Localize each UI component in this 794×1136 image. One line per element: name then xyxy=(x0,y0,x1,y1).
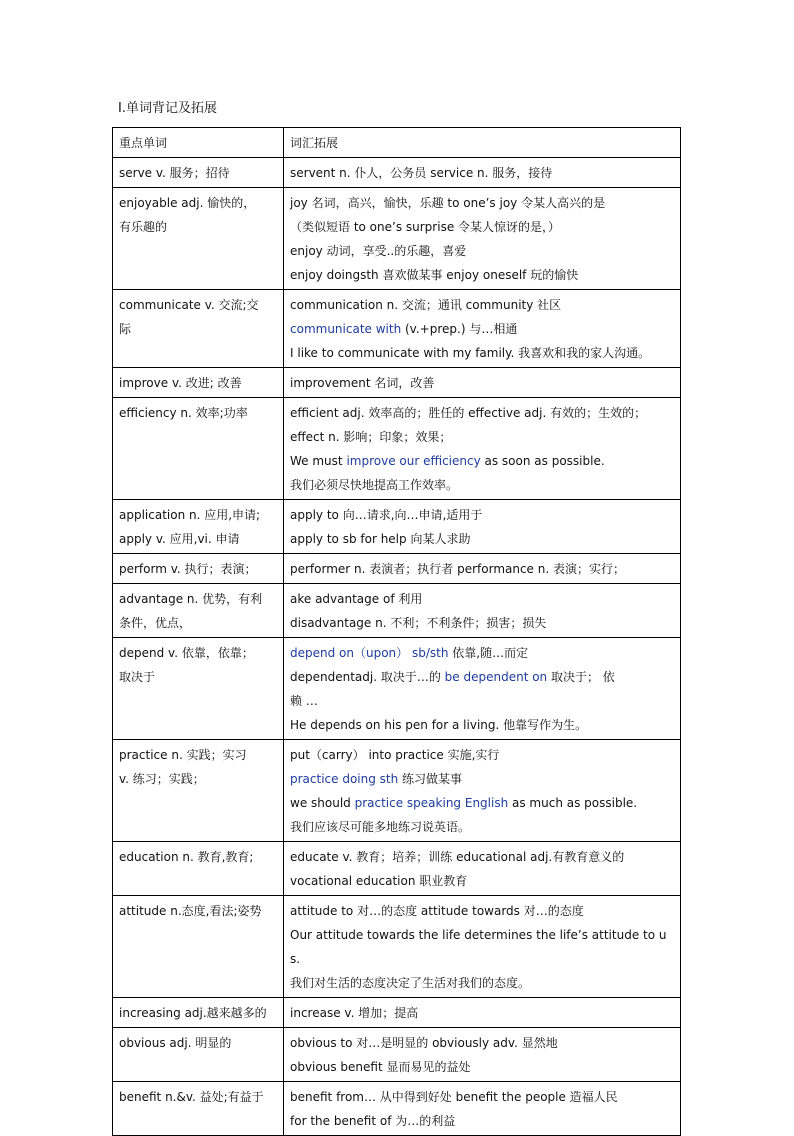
vocab-table xyxy=(112,127,681,1136)
expansion-line xyxy=(290,239,674,263)
table-row xyxy=(113,500,681,554)
expansion-line xyxy=(290,503,674,527)
expansion-text: He depends on his pen for a living. 他靠写作为生。 xyxy=(290,718,588,732)
expansion-text: as much as possible. xyxy=(508,796,638,810)
key-word-cell xyxy=(113,368,284,398)
expansion-text: educate v. 教育；培养；训练 educational adj.有教育意义的 xyxy=(290,850,625,864)
expansion-cell xyxy=(284,554,681,584)
key-word-line: 条件，优点， xyxy=(119,616,192,630)
table-row xyxy=(113,998,681,1028)
expansion-text: communication n. 交流；通讯 community 社区 xyxy=(290,298,562,312)
key-word-line: depend v. 依靠，依靠； xyxy=(119,646,254,660)
expansion-text: be dependent on xyxy=(444,670,548,684)
table-row xyxy=(113,638,681,740)
expansion-line xyxy=(290,293,674,317)
key-word-line: practice n. 实践；实习 xyxy=(119,748,247,762)
expansion-cell xyxy=(284,290,681,368)
expansion-line xyxy=(290,665,674,689)
key-word-line: 取决于 xyxy=(119,670,156,684)
key-word-line: efficiency n. 效率;功率 xyxy=(119,406,248,420)
expansion-line xyxy=(290,1001,674,1025)
key-word-cell xyxy=(113,290,284,368)
key-word-line: serve v. 服务；招待 xyxy=(119,166,230,180)
expansion-line xyxy=(290,473,674,497)
expansion-line xyxy=(290,971,674,995)
expansion-text: ake advantage of 利用 xyxy=(290,592,423,606)
expansion-cell xyxy=(284,158,681,188)
expansion-text: we should xyxy=(290,796,355,810)
key-word-cell xyxy=(113,998,284,1028)
key-word-cell xyxy=(113,500,284,554)
expansion-line xyxy=(290,557,674,581)
expansion-line xyxy=(290,1085,674,1109)
key-word-line: v. 练习；实践； xyxy=(119,772,205,786)
expansion-text: improvement 名词，改善 xyxy=(290,376,435,390)
table-row xyxy=(113,584,681,638)
key-word-cell xyxy=(113,638,284,740)
expansion-line xyxy=(290,191,674,215)
key-word-line: increasing adj.越来越多的 xyxy=(119,1006,267,1020)
key-word-line: improve v. 改进; 改善 xyxy=(119,376,242,390)
expansion-text: effect n. 影响；印象；效果； xyxy=(290,430,452,444)
expansion-line xyxy=(290,713,674,737)
key-word-line: 有乐趣的 xyxy=(119,220,168,234)
expansion-text: practice doing sth xyxy=(290,772,399,786)
key-word-cell xyxy=(113,398,284,500)
expansion-text: 我们应该尽可能多地练习说英语。 xyxy=(290,820,471,834)
key-word-cell xyxy=(113,896,284,998)
expansion-text: I like to communicate with my family. 我喜欢和我的家人沟通。 xyxy=(290,346,651,360)
expansion-line xyxy=(290,815,674,839)
key-word-cell xyxy=(113,1082,284,1136)
expansion-text: improve our efficiency xyxy=(346,454,481,468)
table-row xyxy=(113,740,681,842)
header-row xyxy=(113,128,681,158)
expansion-text: 我们必须尽快地提高工作效率。 xyxy=(290,478,459,492)
expansion-text: 练习做某事 xyxy=(398,772,463,786)
section-title: I.单词背记及拓展 xyxy=(118,101,217,116)
expansion-cell xyxy=(284,896,681,998)
table-row xyxy=(113,158,681,188)
key-word-line: attitude n.态度,看法;姿势 xyxy=(119,904,262,918)
expansion-text: efficient adj. 效率高的；胜任的 effective adj. 有效的；生效的； xyxy=(290,406,647,420)
key-word-line: 际 xyxy=(119,322,132,336)
expansion-text: enjoy doingsth 喜欢做某事 enjoy oneself 玩的愉快 xyxy=(290,268,579,282)
key-word-line: education n. 教育,教育; xyxy=(119,850,254,864)
expansion-text: 我们对生活的态度决定了生活对我们的态度。 xyxy=(290,976,531,990)
key-word-cell xyxy=(113,842,284,896)
expansion-cell xyxy=(284,584,681,638)
table-row xyxy=(113,1028,681,1082)
expansion-line xyxy=(290,341,674,365)
expansion-text: increase v. 增加；提高 xyxy=(290,1006,419,1020)
key-word-line: benefit n.&v. 益处;有益于 xyxy=(119,1090,264,1104)
expansion-line xyxy=(290,1109,674,1133)
expansion-text: 赖 … xyxy=(290,694,318,708)
expansion-line xyxy=(290,611,674,635)
expansion-text: dependentadj. 取决于…的 xyxy=(290,670,445,684)
expansion-text: （类似短语 to one’s surprise 令某人惊讶的是，） xyxy=(290,220,561,234)
key-word-cell xyxy=(113,158,284,188)
expansion-text: joy 名词，高兴，愉快，乐趣 to one’s joy 令某人高兴的是 xyxy=(290,196,606,210)
expansion-line xyxy=(290,587,674,611)
expansion-text: Our attitude towards the life determines the life’s attitude to us. xyxy=(290,928,667,966)
table-row xyxy=(113,368,681,398)
key-word-line: advantage n. 优势，有利 xyxy=(119,592,263,606)
expansion-line xyxy=(290,641,674,665)
table-row xyxy=(113,896,681,998)
expansion-line xyxy=(290,1031,674,1055)
expansion-cell xyxy=(284,368,681,398)
expansion-text: vocational education 职业教育 xyxy=(290,874,468,888)
expansion-cell xyxy=(284,188,681,290)
expansion-text: 取决于； 依 xyxy=(547,670,615,684)
expansion-line xyxy=(290,767,674,791)
expansion-text: apply to sb for help 向某人求助 xyxy=(290,532,471,546)
table-row xyxy=(113,290,681,368)
expansion-line xyxy=(290,263,674,287)
key-word-cell xyxy=(113,554,284,584)
expansion-line xyxy=(290,527,674,551)
expansion-line xyxy=(290,791,674,815)
expansion-cell xyxy=(284,398,681,500)
expansion-text: disadvantage n. 不利；不利条件；损害；损失 xyxy=(290,616,547,630)
key-word-line: communicate v. 交流;交 xyxy=(119,298,259,312)
expansion-line xyxy=(290,371,674,395)
expansion-text: obvious benefit 显而易见的益处 xyxy=(290,1060,471,1074)
expansion-text: attitude to 对…的态度 attitude towards 对…的态度 xyxy=(290,904,584,918)
expansion-cell xyxy=(284,1028,681,1082)
expansion-text: enjoy 动词，享受..的乐趣，喜爱 xyxy=(290,244,467,258)
table-row xyxy=(113,842,681,896)
expansion-text: practice speaking English xyxy=(354,796,509,810)
key-word-line: application n. 应用,申请; xyxy=(119,508,261,522)
expansion-line xyxy=(290,845,674,869)
table-row xyxy=(113,188,681,290)
expansion-line xyxy=(290,449,674,473)
expansion-line xyxy=(290,161,674,185)
expansion-cell xyxy=(284,500,681,554)
key-word-line: enjoyable adj. 愉快的， xyxy=(119,196,256,210)
table-row xyxy=(113,1082,681,1136)
header-expansion: 词汇拓展 xyxy=(284,128,681,158)
expansion-text: 依靠,随…而定 xyxy=(448,646,529,660)
expansion-text: put（carry） into practice 实施,实行 xyxy=(290,748,500,762)
expansion-line xyxy=(290,425,674,449)
key-word-cell xyxy=(113,740,284,842)
expansion-line xyxy=(290,899,674,923)
key-word-cell xyxy=(113,188,284,290)
key-word-cell xyxy=(113,584,284,638)
expansion-text: We must xyxy=(290,454,347,468)
expansion-line xyxy=(290,743,674,767)
expansion-cell xyxy=(284,998,681,1028)
expansion-text: communicate with xyxy=(290,322,402,336)
expansion-text: performer n. 表演者；执行者 performance n. 表演；实行； xyxy=(290,562,625,576)
expansion-cell xyxy=(284,638,681,740)
key-word-line: perform v. 执行；表演； xyxy=(119,562,257,576)
expansion-line xyxy=(290,869,674,893)
expansion-text: obvious to 对…是明显的 obviously adv. 显然地 xyxy=(290,1036,558,1050)
expansion-line xyxy=(290,317,674,341)
key-word-cell xyxy=(113,1028,284,1082)
expansion-line xyxy=(290,923,674,971)
expansion-text: servent n. 仆人，公务员 service n. 服务，接待 xyxy=(290,166,553,180)
expansion-line xyxy=(290,401,674,425)
expansion-cell xyxy=(284,740,681,842)
expansion-cell xyxy=(284,842,681,896)
table-row xyxy=(113,398,681,500)
expansion-text: (v.+prep.) 与…相通 xyxy=(401,322,518,336)
header-word: 重点单词 xyxy=(113,128,284,158)
expansion-text: benefit from… 从中得到好处 benefit the people 造福人民 xyxy=(290,1090,618,1104)
expansion-text: depend on（upon） sb/sth xyxy=(290,646,449,660)
table-row xyxy=(113,554,681,584)
expansion-text: as soon as possible. xyxy=(480,454,605,468)
expansion-cell xyxy=(284,1082,681,1136)
expansion-text: for the benefit of 为…的利益 xyxy=(290,1114,456,1128)
key-word-line: apply v. 应用,vi. 申请 xyxy=(119,532,240,546)
expansion-text: apply to 向…请求,向…申请,适用于 xyxy=(290,508,483,522)
expansion-line xyxy=(290,215,674,239)
expansion-line xyxy=(290,1055,674,1079)
expansion-line xyxy=(290,689,674,713)
key-word-line: obvious adj. 明显的 xyxy=(119,1036,232,1050)
